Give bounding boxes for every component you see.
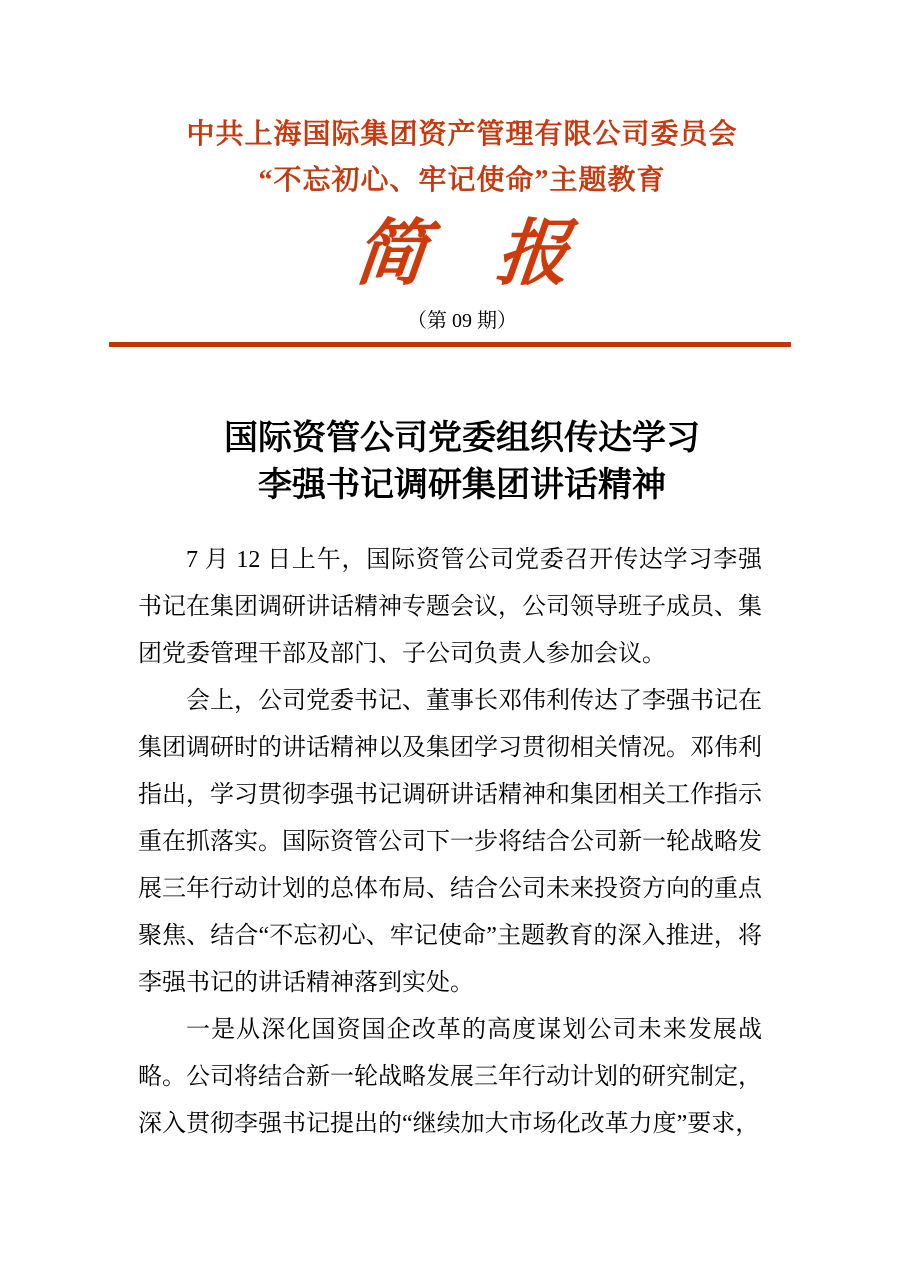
masthead-divider-rule [109,342,791,347]
article-title [150,415,774,509]
bulletin-char-bao: 报 [492,214,574,294]
bulletin-calligraphy-title [12,212,900,296]
paragraph-point-one: 一是从深化国资国企改革的高度谋划公司未来发展战略。公司将结合新一轮战略发展三年行动计划的研究制定，深入贯彻李强书记提出的“继续加大市场化改革力度”要求， [138,1017,762,1137]
article [0,415,900,1148]
paragraph-meeting-announcement: 7 月 12 日上午，国际资管公司党委召开传达学习李强书记在集团调研讲话精神专题会议，公司领导班子成员、集团党委管理干部及部门、子公司负责人参加会议。 [138,547,762,667]
article-title-line-1: 国际资管公司党委组织传达学习 [224,420,700,457]
masthead-org-line: 中共上海国际集团资产管理有限公司委员会 [186,119,738,150]
paragraph-meeting-summary: 会上，公司党委书记、董事长邓伟利传达了李强书记在集团调研时的讲话精神以及集团学习贯彻相关情况。邓伟利指出，学习贯彻李强书记调研讲话精神和集团相关工作指示重在抓落实。国际资管公司下一步将结合公司新一轮战略发展三年行动计划的总体布局、结合公司未来投资方向的重点聚焦、结合“不忘初心、牢记使命”主题教育的深入推进，将李强书记的讲话精神落到实处。 [138,688,762,996]
bulletin-char-jian: 简 [350,214,432,294]
masthead [0,0,900,347]
masthead-theme-line: “不忘初心、牢记使命”主题教育 [258,165,666,196]
article-title-line-2: 李强书记调研集团讲话精神 [258,467,666,504]
article-body [138,537,762,1148]
issue-number-line: （第 09 期） [407,310,517,332]
